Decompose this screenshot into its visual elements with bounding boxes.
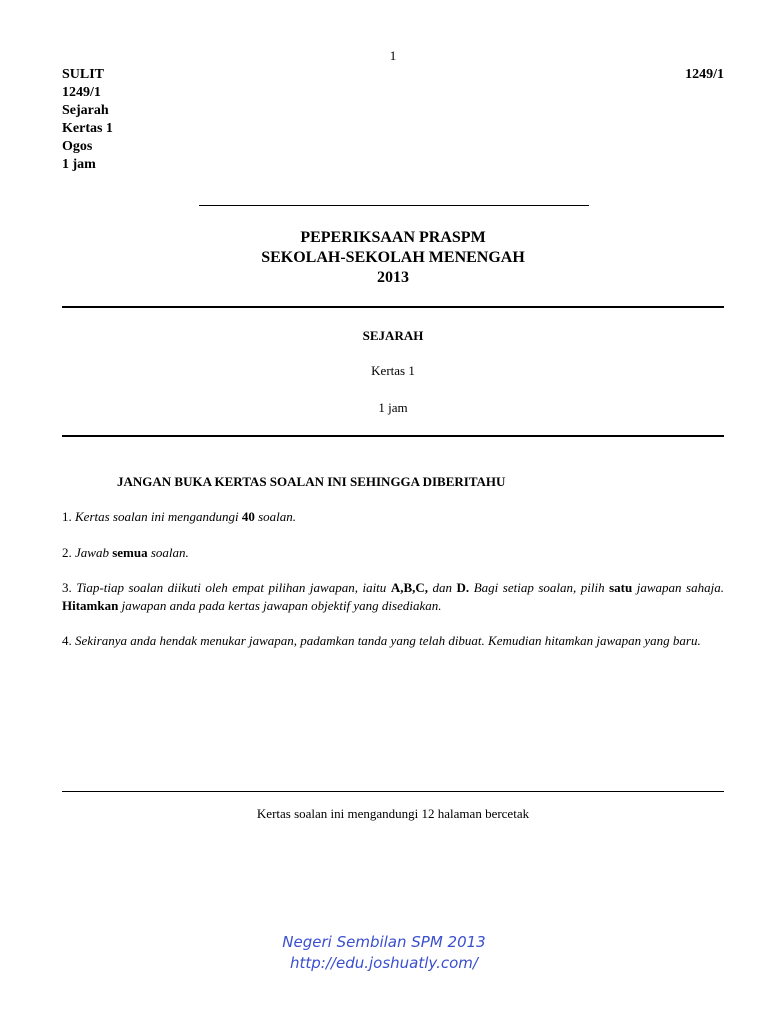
instruction-3-number: 3. xyxy=(62,580,77,595)
exam-title-line-3: 2013 xyxy=(377,269,409,286)
instruction-1-text-c: soalan. xyxy=(254,509,297,524)
instruction-3-text-i: jawapan anda pada kertas jawapan objektif yang disediakan. xyxy=(118,598,442,613)
middle-rule xyxy=(62,435,724,437)
exam-title xyxy=(0,228,768,288)
instruction-1-question-count: 40 xyxy=(241,509,255,524)
instruction-3-emphasis-one: satu xyxy=(609,580,633,595)
watermark-url: http://edu.joshuatly.com/ xyxy=(290,954,478,972)
exam-title-line-1: PEPERIKSAAN PRASPM xyxy=(300,229,486,246)
instruction-2-emphasis: semua xyxy=(112,545,148,560)
header-line-subject: Sejarah xyxy=(62,103,109,118)
instruction-3-text-a: Tiap-tiap soalan diikuti oleh empat pilihan jawapan, iaitu xyxy=(76,580,391,595)
header-line-duration: 1 jam xyxy=(62,157,96,172)
exam-title-line-2: SEKOLAH-SEKOLAH MENENGAH xyxy=(261,249,525,266)
instruction-2-text-c: soalan. xyxy=(147,545,189,560)
header-right-code: 1249/1 xyxy=(685,67,724,82)
instruction-4-number: 4. xyxy=(62,633,75,648)
watermark xyxy=(0,932,768,974)
instruction-1 xyxy=(62,508,724,526)
instruction-3-emphasis-blacken: Hitamkan xyxy=(62,598,119,613)
instruction-2-text-a: Jawab xyxy=(75,545,113,560)
header-line-sulit: SULIT xyxy=(62,67,105,82)
instruction-3 xyxy=(62,579,724,615)
header-left-block xyxy=(62,66,113,174)
footer-rule xyxy=(62,791,724,792)
top-rule xyxy=(62,306,724,308)
instruction-4 xyxy=(62,632,724,650)
page-count-note: Kertas soalan ini mengandungi 12 halaman bercetak xyxy=(256,806,530,821)
instruction-4-text: Sekiranya anda hendak menukar jawapan, padamkan tanda yang telah dibuat. Kemudian hitamkan jawapan yang baru. xyxy=(75,633,701,648)
instruction-3-option-d: D. xyxy=(456,580,470,595)
header-line-code: 1249/1 xyxy=(62,85,101,100)
paper-label: Kertas 1 xyxy=(371,363,415,378)
instruction-3-text-e: Bagi setiap soalan, pilih xyxy=(469,580,610,595)
watermark-line-1: Negeri Sembilan SPM 2013 xyxy=(282,933,486,951)
instruction-3-options: A,B,C, xyxy=(390,580,429,595)
warning-notice: JANGAN BUKA KERTAS SOALAN INI SEHINGGA DIBERITAHU xyxy=(117,474,506,489)
header-line-month: Ogos xyxy=(62,139,93,154)
header-line-paper: Kertas 1 xyxy=(62,121,113,136)
duration-label: 1 jam xyxy=(378,400,408,415)
instruction-3-text-c: dan xyxy=(428,580,457,595)
instruction-1-text-a: Kertas soalan ini mengandungi xyxy=(75,509,242,524)
page-number: 1 xyxy=(389,48,397,63)
instruction-1-number: 1. xyxy=(62,509,75,524)
title-divider xyxy=(199,205,589,206)
instruction-3-text-g: jawapan sahaja. xyxy=(632,580,724,595)
instruction-2 xyxy=(62,544,724,562)
subject-heading: SEJARAH xyxy=(362,328,424,343)
instruction-2-number: 2. xyxy=(62,545,75,560)
